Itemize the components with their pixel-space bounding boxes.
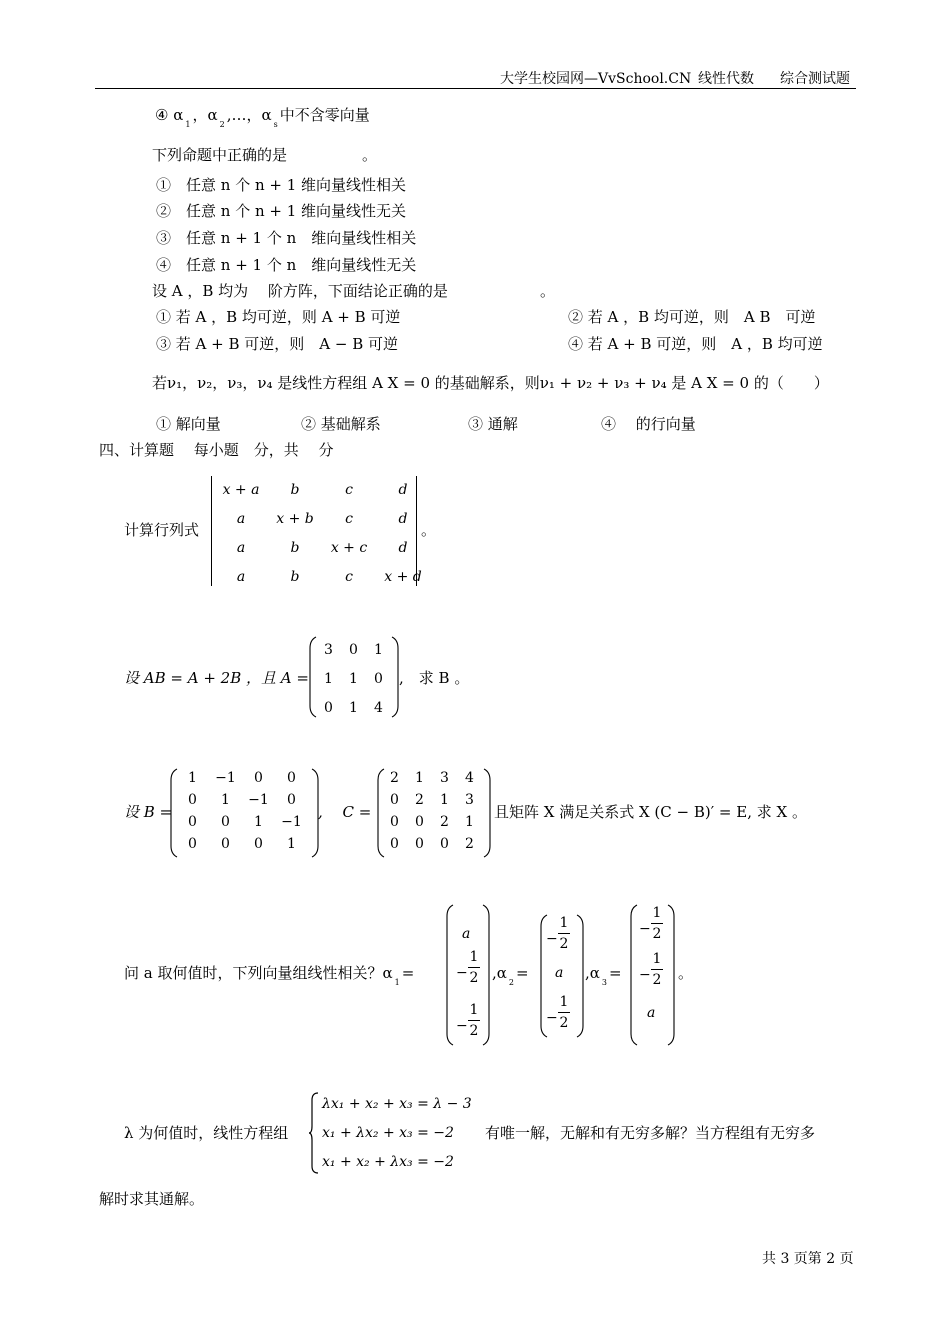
variable-a: a bbox=[462, 926, 471, 942]
question-b-option-4: ④ 若 A + B 可逆，则 A ，B 均可逆 bbox=[568, 335, 823, 353]
question-c-stem: 若ν₁，ν₂，ν₃，ν₄ 是线性方程组 A X = 0 的基础解系，则ν₁ + ν₂ + ν₃ + ν₄ 是 A X = 0 的（ ） bbox=[152, 374, 829, 392]
problem-5-equation-1: λx₁ + x₂ + x₃ = λ − 3 bbox=[322, 1096, 472, 1112]
minus-sign: − bbox=[456, 965, 468, 981]
fraction bbox=[468, 950, 480, 985]
denominator: 2 bbox=[469, 1023, 479, 1039]
matrix-cell: 0 bbox=[324, 700, 333, 716]
matrix-cell: 3 bbox=[324, 642, 333, 658]
problem-4-end: 。 bbox=[678, 964, 694, 982]
problem-3-pre: 设 B = bbox=[124, 803, 173, 821]
matrix-cell: 2 bbox=[465, 836, 474, 852]
matrix-cell: 0 bbox=[440, 836, 449, 852]
problem-1-end: 。 bbox=[421, 521, 437, 539]
denominator: 2 bbox=[652, 972, 662, 988]
matrix-cell: a bbox=[236, 540, 246, 556]
matrix-cell: 1 bbox=[254, 814, 263, 830]
matrix-cell: 1 bbox=[349, 700, 358, 716]
matrix-cell: 4 bbox=[374, 700, 383, 716]
problem-3-mid: , C = bbox=[318, 803, 372, 821]
matrix-cell: b bbox=[290, 482, 300, 498]
minus-sign: − bbox=[456, 1018, 468, 1034]
problem-4-pre: 问 a 取何值时，下列向量组线性相关？$\alpha_1=$ bbox=[124, 964, 415, 987]
denominator: 2 bbox=[559, 936, 569, 952]
question-b-stem-end: 。 bbox=[540, 282, 556, 300]
matrix-cell: a bbox=[236, 511, 246, 527]
matrix-cell: −1 bbox=[215, 770, 236, 786]
matrix-cell: 1 bbox=[287, 836, 296, 852]
right-paren bbox=[482, 904, 490, 1046]
matrix-cell: −1 bbox=[248, 792, 269, 808]
right-paren bbox=[483, 768, 491, 858]
right-paren bbox=[576, 914, 584, 1038]
right-paren bbox=[667, 904, 675, 1046]
matrix-cell: 1 bbox=[374, 642, 383, 658]
problem-5-equation-2: x₁ + λx₂ + x₃ = −2 bbox=[322, 1125, 454, 1141]
matrix-cell: 1 bbox=[349, 671, 358, 687]
left-paren bbox=[630, 904, 638, 1046]
question-a-option-2: ② 任意 n 个 n + 1 维向量线性无关 bbox=[156, 202, 407, 220]
right-paren bbox=[391, 636, 399, 718]
minus-sign: − bbox=[546, 931, 558, 947]
matrix-cell: 1 bbox=[221, 792, 230, 808]
problem-3-post: 且矩阵 X 满足关系式 X (C − B)′ = E, 求 X 。 bbox=[494, 803, 807, 821]
numerator: 1 bbox=[559, 994, 569, 1010]
left-paren bbox=[446, 904, 454, 1046]
matrix-cell: d bbox=[398, 511, 408, 527]
header-doc: 综合测试题 bbox=[780, 71, 850, 87]
header-course: 线性代数 bbox=[698, 71, 754, 87]
matrix-cell: 0 bbox=[415, 836, 424, 852]
numerator: 1 bbox=[469, 949, 479, 965]
matrix-cell: a bbox=[236, 569, 246, 585]
matrix-cell: x + d bbox=[384, 569, 422, 585]
matrix-cell: 2 bbox=[390, 770, 399, 786]
matrix-cell: d bbox=[398, 482, 408, 498]
minus-sign: − bbox=[546, 1010, 558, 1026]
fraction bbox=[558, 916, 570, 951]
minus-sign: − bbox=[639, 921, 651, 937]
footer-page-number: 共 3 页第 2 页 bbox=[762, 1251, 854, 1267]
numerator: 1 bbox=[652, 951, 662, 967]
numerator: 1 bbox=[652, 905, 662, 921]
matrix-cell: b bbox=[290, 540, 300, 556]
fraction-bar bbox=[468, 1020, 480, 1021]
problem-1-label: 计算行列式 bbox=[124, 521, 200, 539]
matrix-cell: 0 bbox=[188, 792, 197, 808]
problem-5-post-2: 解时求其通解。 bbox=[99, 1190, 205, 1208]
matrix-cell: 0 bbox=[349, 642, 358, 658]
prev-option-4: ④ $\alpha_1$，$\alpha_2,\dots$，$\alpha_s$中不含零向量 bbox=[155, 106, 370, 129]
matrix-cell: 0 bbox=[188, 814, 197, 830]
fraction-bar bbox=[468, 967, 480, 968]
numerator: 1 bbox=[559, 915, 569, 931]
fraction-bar bbox=[558, 933, 570, 934]
matrix-cell: 1 bbox=[188, 770, 197, 786]
matrix-cell: 0 bbox=[390, 836, 399, 852]
matrix-cell: 0 bbox=[287, 792, 296, 808]
matrix-cell: c bbox=[345, 511, 353, 527]
question-c-option-1: ① 解向量 bbox=[156, 415, 221, 433]
matrix-cell: 2 bbox=[415, 792, 424, 808]
numerator: 1 bbox=[469, 1002, 479, 1018]
matrix-cell: 1 bbox=[440, 792, 449, 808]
matrix-cell: x + a bbox=[222, 482, 260, 498]
matrix-cell: 0 bbox=[188, 836, 197, 852]
question-c-option-2: ② 基础解系 bbox=[301, 415, 381, 433]
matrix-cell: c bbox=[345, 482, 353, 498]
matrix-cell: 1 bbox=[415, 770, 424, 786]
matrix-cell: −1 bbox=[281, 814, 302, 830]
matrix-cell: 4 bbox=[465, 770, 474, 786]
fraction-bar bbox=[558, 1012, 570, 1013]
matrix-cell: 0 bbox=[254, 836, 263, 852]
problem-2-text: 设 AB = A + 2B ，且 A = bbox=[124, 669, 309, 687]
matrix-cell: 2 bbox=[440, 814, 449, 830]
problem-5-brace bbox=[308, 1092, 320, 1174]
denominator: 2 bbox=[652, 926, 662, 942]
matrix-cell: 3 bbox=[440, 770, 449, 786]
variable-a: a bbox=[555, 965, 564, 981]
matrix-cell: 0 bbox=[390, 814, 399, 830]
matrix-cell: 0 bbox=[221, 814, 230, 830]
matrix-cell: 0 bbox=[390, 792, 399, 808]
matrix-cell: x + c bbox=[330, 540, 368, 556]
matrix-cell: c bbox=[345, 569, 353, 585]
fraction bbox=[651, 952, 663, 987]
matrix-cell: d bbox=[398, 540, 408, 556]
matrix-cell: 1 bbox=[465, 814, 474, 830]
matrix-cell: 0 bbox=[221, 836, 230, 852]
question-a-stem-end: 。 bbox=[362, 146, 378, 164]
matrix-cell: 0 bbox=[254, 770, 263, 786]
problem-5-post: 有唯一解，无解和有无穷多解？当方程组有无穷多 bbox=[485, 1124, 816, 1142]
question-a-option-3: ③ 任意 n + 1 个 n 维向量线性相关 bbox=[156, 229, 417, 247]
question-a-option-4: ④ 任意 n + 1 个 n 维向量线性无关 bbox=[156, 256, 417, 274]
matrix-cell: 3 bbox=[465, 792, 474, 808]
problem-4-alpha-3: $,\alpha_3=$ bbox=[585, 964, 622, 987]
question-a-stem: 下列命题中正确的是 bbox=[152, 146, 288, 164]
matrix-cell: 0 bbox=[374, 671, 383, 687]
problem-4-alpha-2: $,\alpha_2=$ bbox=[492, 964, 529, 987]
matrix-cell: b bbox=[290, 569, 300, 585]
matrix-cell: 1 bbox=[324, 671, 333, 687]
question-a-option-1: ① 任意 n 个 n + 1 维向量线性相关 bbox=[156, 176, 407, 194]
header-site: 大学生校园网—VvSchool.CN bbox=[500, 71, 692, 87]
denominator: 2 bbox=[559, 1015, 569, 1031]
fraction-bar bbox=[651, 923, 663, 924]
minus-sign: − bbox=[639, 967, 651, 983]
fraction bbox=[558, 995, 570, 1030]
question-b-option-3: ③ 若 A + B 可逆，则 A − B 可逆 bbox=[156, 335, 398, 353]
question-b-option-1: ① 若 A ，B 均可逆，则 A + B 可逆 bbox=[156, 308, 401, 326]
denominator: 2 bbox=[469, 970, 479, 986]
variable-a: a bbox=[647, 1005, 656, 1021]
problem-2-post: , 求 B 。 bbox=[399, 669, 470, 687]
matrix-cell: 0 bbox=[415, 814, 424, 830]
question-b-stem: 设 A ，B 均为 阶方阵，下面结论正确的是 bbox=[152, 282, 448, 300]
matrix-cell: x + b bbox=[276, 511, 314, 527]
fraction bbox=[468, 1003, 480, 1038]
problem-5-pre: λ 为何值时，线性方程组 bbox=[124, 1124, 289, 1142]
matrix-cell: 0 bbox=[287, 770, 296, 786]
question-b-option-2: ② 若 A ，B 均可逆，则 A B 可逆 bbox=[568, 308, 816, 326]
header-rule bbox=[95, 88, 856, 89]
fraction bbox=[651, 906, 663, 941]
question-c-option-4: ④ 的行向量 bbox=[601, 415, 696, 433]
fraction-bar bbox=[651, 969, 663, 970]
question-c-option-3: ③ 通解 bbox=[468, 415, 518, 433]
determinant-left-bar bbox=[211, 476, 212, 586]
section-4-title: 四、计算题 每小题 分，共 分 bbox=[99, 441, 334, 459]
problem-5-equation-3: x₁ + x₂ + λx₃ = −2 bbox=[322, 1154, 454, 1170]
